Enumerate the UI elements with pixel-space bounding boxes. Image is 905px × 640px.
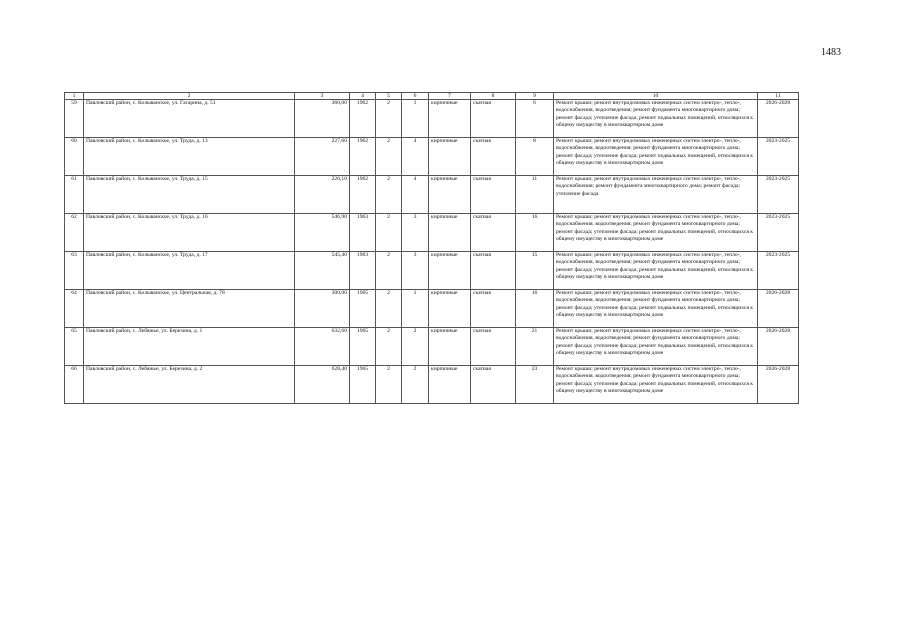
area-cell: 628,40 <box>295 366 350 404</box>
entrances-cell: 2 <box>402 366 429 404</box>
table-row <box>65 100 799 138</box>
floors-cell: 2 <box>376 214 402 252</box>
header-row <box>65 93 799 100</box>
row-number: 62 <box>65 214 84 252</box>
entrances-cell: 1 <box>402 100 429 138</box>
header-cell: 1 <box>65 93 84 100</box>
works-cell: Ремонт крыши; ремонт внутридомовых инженерных систем электро-, тепло-, водоснабжения, водоотведения; ремонт фундамента многоквартирного дома; ремонт фасада; утепление фасада; ремонт подвальных помещений, относящихся к общему имуществу в многоквартирном доме <box>554 328 758 366</box>
header-cell: 6 <box>402 93 429 100</box>
walls-cell: кирпичные <box>429 100 471 138</box>
header-cell: 11 <box>758 93 799 100</box>
roof-cell: скатная <box>471 176 516 214</box>
address-cell: Павловский район, с. Лебяжье, ул. Березина, д. 1 <box>84 328 295 366</box>
period-cell: 2023-2025 <box>758 138 799 176</box>
table-row <box>65 328 799 366</box>
header-cell: 9 <box>516 93 554 100</box>
period-cell: 2026-2028 <box>758 290 799 328</box>
period-cell: 2026-2028 <box>758 100 799 138</box>
entrances-cell: 3 <box>402 252 429 290</box>
works-cell: Ремонт крыши; ремонт внутридомовых инженерных систем электро-, тепло-, водоснабжения, водоотведения; ремонт фундамента многоквартирного дома; ремонт фасада; утепление фасада; ремонт подвальных помещений, относящихся к общему имуществу в многоквартирном доме <box>554 100 758 138</box>
table-body <box>65 93 799 404</box>
row-number: 66 <box>65 366 84 404</box>
header-cell: 2 <box>84 93 295 100</box>
table-row <box>65 214 799 252</box>
walls-cell: кирпичные <box>429 366 471 404</box>
address-cell: Павловский район, с. Лебяжье, ул. Березина, д. 2 <box>84 366 295 404</box>
roof-cell: скатная <box>471 290 516 328</box>
roof-cell: скатная <box>471 100 516 138</box>
row-number: 65 <box>65 328 84 366</box>
year-cell: 1965 <box>350 366 376 404</box>
roof-cell: скатная <box>471 328 516 366</box>
year-cell: 1965 <box>350 290 376 328</box>
page-number: 1483 <box>821 47 841 58</box>
apartments-cell: 16 <box>516 290 554 328</box>
row-number: 61 <box>65 176 84 214</box>
walls-cell: кирпичные <box>429 214 471 252</box>
walls-cell: кирпичные <box>429 138 471 176</box>
walls-cell: кирпичные <box>429 252 471 290</box>
apartments-cell: 8 <box>516 138 554 176</box>
table-row <box>65 176 799 214</box>
row-number: 59 <box>65 100 84 138</box>
works-cell: Ремонт крыши; ремонт внутридомовых инженерных систем электро-, тепло-, водоснабжения, водоотведения; ремонт фундамента многоквартирного дома; ремонт фасада; утепление фасада; ремонт подвальных помещений, относящихся к общему имуществу в многоквартирном доме <box>554 252 758 290</box>
apartments-cell: 21 <box>516 328 554 366</box>
entrances-cell: 4 <box>402 138 429 176</box>
year-cell: 1962 <box>350 100 376 138</box>
address-cell: Павловский район, с. Колыванское, ул. Труда, д. 15 <box>84 176 295 214</box>
year-cell: 1965 <box>350 328 376 366</box>
floors-cell: 2 <box>376 252 402 290</box>
header-cell: 3 <box>295 93 350 100</box>
housing-table <box>64 92 799 404</box>
walls-cell: кирпичные <box>429 290 471 328</box>
entrances-cell: 2 <box>402 328 429 366</box>
year-cell: 1962 <box>350 176 376 214</box>
period-cell: 2023-2025 <box>758 214 799 252</box>
year-cell: 1962 <box>350 138 376 176</box>
header-cell: 4 <box>350 93 376 100</box>
floors-cell: 2 <box>376 328 402 366</box>
walls-cell: кирпичные <box>429 176 471 214</box>
address-cell: Павловский район, с. Колыванское, ул. Труда, д. 16 <box>84 214 295 252</box>
apartments-cell: 16 <box>516 214 554 252</box>
period-cell: 2023-2025 <box>758 252 799 290</box>
floors-cell: 2 <box>376 138 402 176</box>
address-cell: Павловский район, с. Колыванское, ул. Гагарина, д. 51 <box>84 100 295 138</box>
header-cell: 8 <box>471 93 516 100</box>
header-cell: 5 <box>376 93 402 100</box>
area-cell: 227,60 <box>295 138 350 176</box>
area-cell: 632,60 <box>295 328 350 366</box>
header-cell: 10 <box>554 93 758 100</box>
apartments-cell: 11 <box>516 176 554 214</box>
works-cell: Ремонт крыши; ремонт внутридомовых инженерных систем электро-, тепло-, водоснабжения, водоотведения; ремонт фундамента многоквартирного дома; ремонт фасада; утепление фасада; ремонт подвальных помещений, относящихся к общему имуществу в многоквартирном доме <box>554 214 758 252</box>
table-row <box>65 252 799 290</box>
apartments-cell: 6 <box>516 100 554 138</box>
table-row <box>65 138 799 176</box>
row-number: 60 <box>65 138 84 176</box>
entrances-cell: 4 <box>402 176 429 214</box>
entrances-cell: 1 <box>402 290 429 328</box>
floors-cell: 2 <box>376 290 402 328</box>
area-cell: 226,10 <box>295 176 350 214</box>
roof-cell: скатная <box>471 214 516 252</box>
floors-cell: 2 <box>376 176 402 214</box>
area-cell: 300,00 <box>295 290 350 328</box>
works-cell: Ремонт крыши; ремонт внутридомовых инженерных систем электро-, тепло-, водоснабжения, водоотведения; ремонт фундамента многоквартирного дома; ремонт фасада; утепление фасада; ремонт подвальных помещений, относящихся к общему имуществу в многоквартирном доме <box>554 138 758 176</box>
works-cell: Ремонт крыши; ремонт внутридомовых инженерных систем электро-, тепло-, водоснабжения, водоотведения; ремонт фундамента многоквартирного дома; ремонт фасада; утепление фасада; ремонт подвальных помещений, относящихся к общему имуществу в многоквартирном доме <box>554 366 758 404</box>
year-cell: 1963 <box>350 214 376 252</box>
row-number: 64 <box>65 290 84 328</box>
floors-cell: 2 <box>376 100 402 138</box>
period-cell: 2026-2028 <box>758 328 799 366</box>
area-cell: 545,40 <box>295 252 350 290</box>
works-cell: Ремонт крыши; ремонт внутридомовых инженерных систем электро-, тепло-, водоснабжения; ремонт фундамента многоквартирного дома; ремонт фасада; утепление фасада <box>554 176 758 214</box>
walls-cell: кирпичные <box>429 328 471 366</box>
works-cell: Ремонт крыши; ремонт внутридомовых инженерных систем электро-, тепло-, водоснабжения, водоотведения; ремонт фундамента многоквартирного дома; ремонт фасада; утепление фасада; ремонт подвальных помещений, относящихся к общему имуществу в многоквартирном доме <box>554 290 758 328</box>
row-number: 63 <box>65 252 84 290</box>
roof-cell: скатная <box>471 138 516 176</box>
apartments-cell: 15 <box>516 252 554 290</box>
header-cell: 7 <box>429 93 471 100</box>
table-row <box>65 290 799 328</box>
roof-cell: скатная <box>471 366 516 404</box>
area-cell: 546,90 <box>295 214 350 252</box>
table-row <box>65 366 799 404</box>
address-cell: Павловский район, с. Колыванское, ул. Труда, д. 17 <box>84 252 295 290</box>
entrances-cell: 3 <box>402 214 429 252</box>
period-cell: 2023-2025 <box>758 176 799 214</box>
area-cell: 360,00 <box>295 100 350 138</box>
address-cell: Павловский район, с. Колыванское, ул. Труда, д. 13 <box>84 138 295 176</box>
address-cell: Павловский район, с. Колыванское, ул. Центральная, д. 78 <box>84 290 295 328</box>
apartments-cell: 23 <box>516 366 554 404</box>
period-cell: 2026-2028 <box>758 366 799 404</box>
roof-cell: скатная <box>471 252 516 290</box>
year-cell: 1963 <box>350 252 376 290</box>
floors-cell: 2 <box>376 366 402 404</box>
